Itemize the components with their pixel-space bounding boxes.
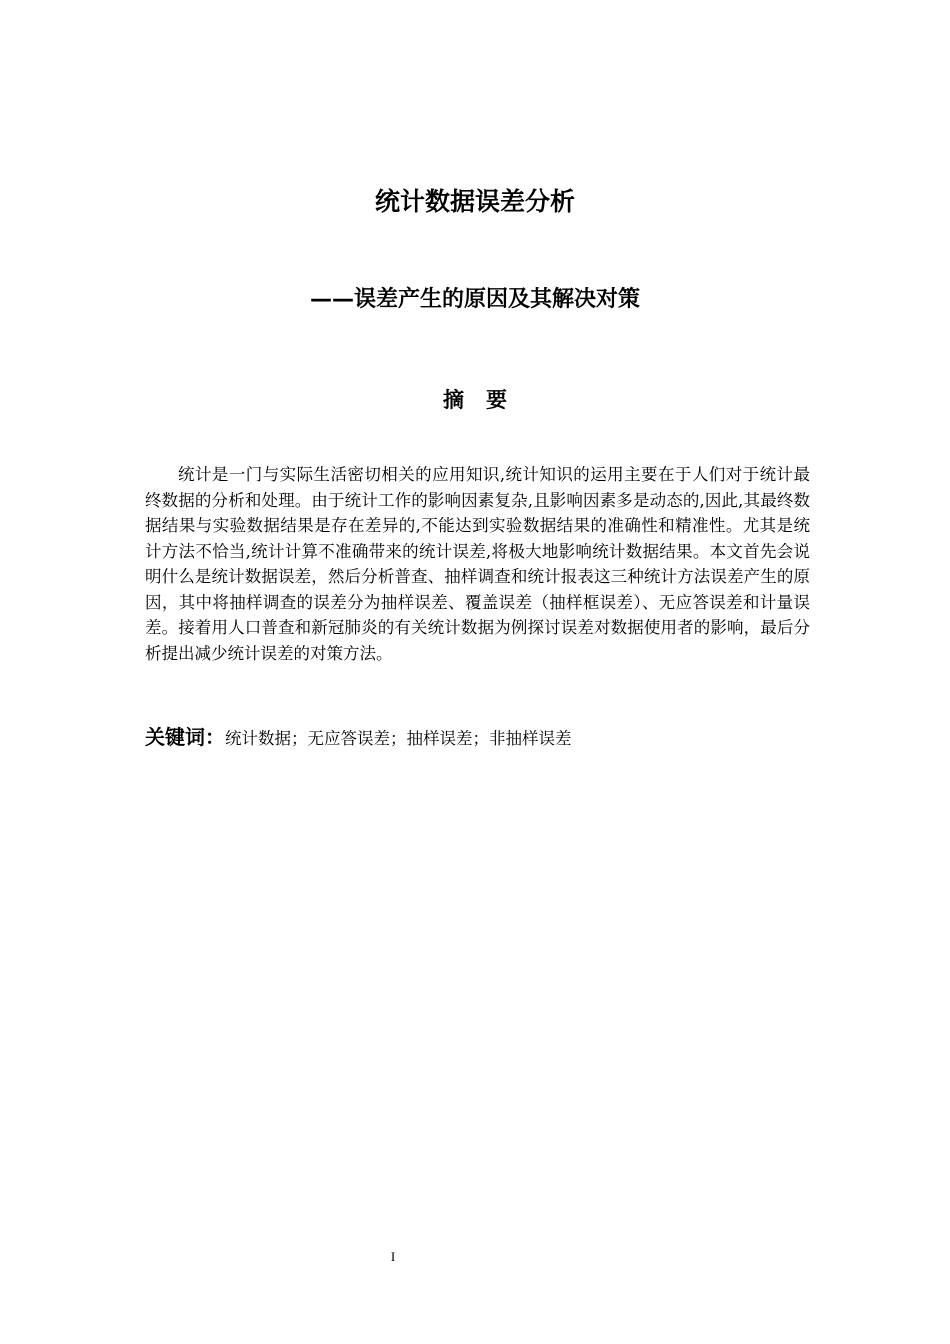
keywords-line [145,722,810,754]
page-number: I [390,1249,396,1264]
keywords-label: 关键词： [145,725,225,749]
document-title: 统计数据误差分析 [374,187,575,216]
abstract-body: 统计是一门与实际生活密切相关的应用知识,统计知识的运用主要在于人们对于统计最终数据的分析和处理。由于统计工作的影响因素复杂,且影响因素多是动态的,因此,其最终数据结果与实验数据结果是存在差异的,不能达到实验数据结果的准确性和精准性。尤其是统计方法不恰当,统计计算不准确带来的统计误差,将极大地影响统计数据结果。本文首先会说明什么是统计数据误差，然后分析普查、抽样调查和统计报表这三种统计方法误差产生的原因，其中将抽样调查的误差分为抽样误差、覆盖误差（抽样框误差）、无应答误差和计量误差。接着用人口普查和新冠肺炎的有关统计数据为例探讨误差对数据使用者的影响，最后分析提出减少统计误差的对策方法。 [145,465,810,663]
abstract-heading: 摘要 [443,388,529,412]
document-subtitle: ——误差产生的原因及其解决对策 [309,287,640,312]
keywords-text: 统计数据；无应答误差；抽样误差；非抽样误差 [225,729,572,748]
